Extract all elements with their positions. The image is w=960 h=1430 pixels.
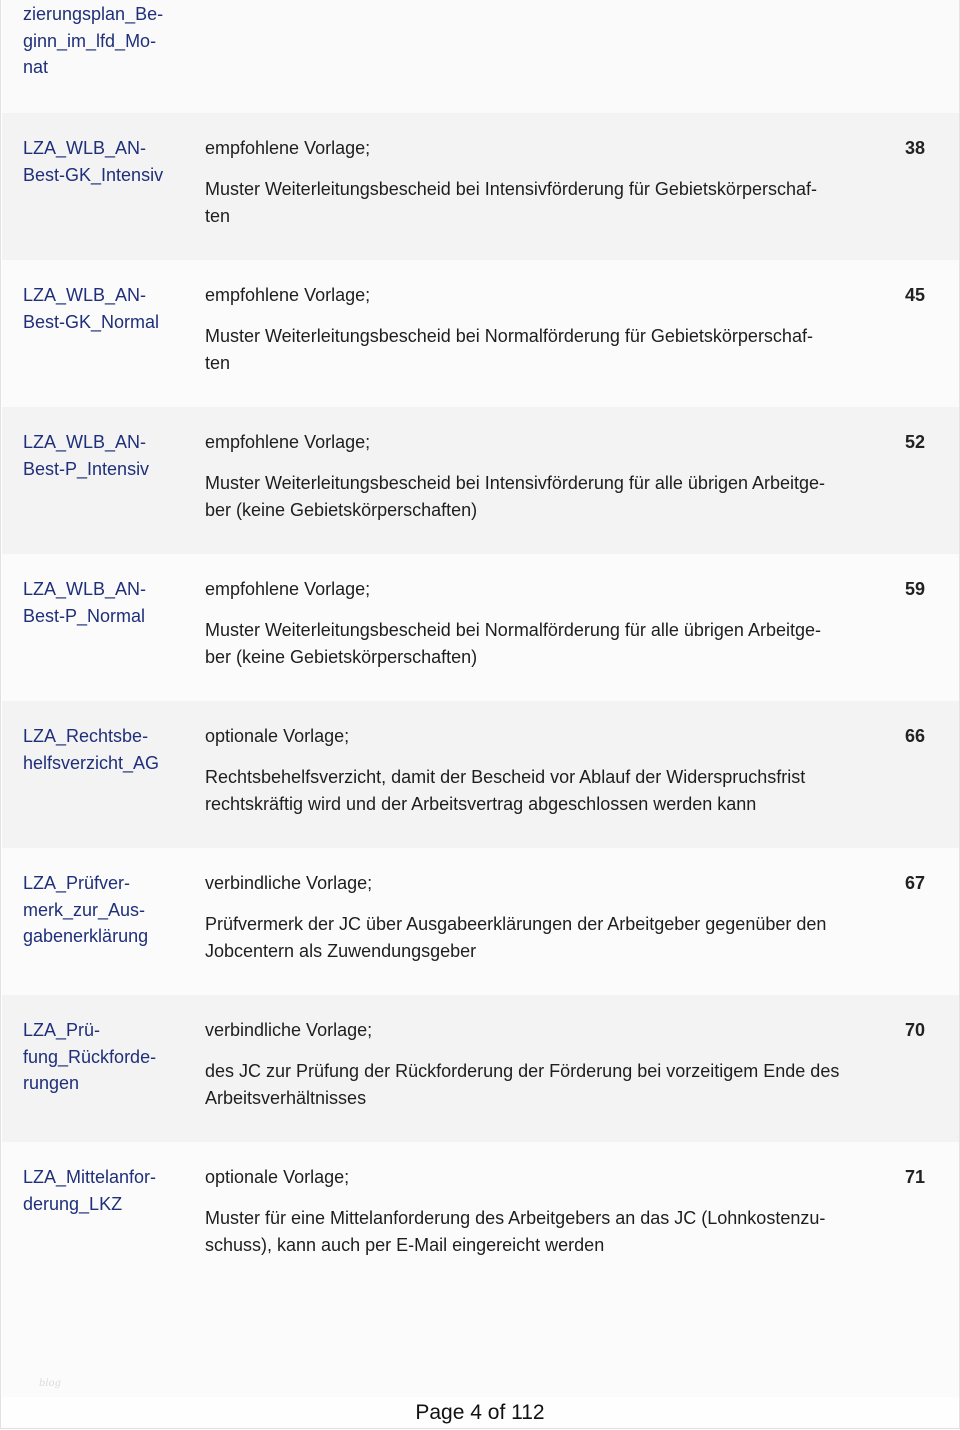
template-type: empfohlene Vorlage; bbox=[205, 432, 371, 452]
template-type: optionale Vorlage; bbox=[205, 726, 350, 746]
page-number: 38 bbox=[904, 138, 925, 158]
template-description bbox=[205, 282, 855, 376]
template-description bbox=[205, 723, 855, 817]
template-text: Muster Weiterleitungsbescheid bei Normalförderung für alle übrigen Arbeitge- ber (keine Gebietskörperschaften) bbox=[205, 620, 821, 667]
table-row bbox=[2, 0, 959, 113]
template-type: empfohlene Vorlage; bbox=[205, 138, 371, 158]
template-type: empfohlene Vorlage; bbox=[205, 285, 371, 305]
template-code[interactable]: LZA_WLB_AN- Best-P_Normal bbox=[23, 579, 147, 626]
template-type: optionale Vorlage; bbox=[205, 1167, 350, 1187]
page-number: 70 bbox=[904, 1020, 925, 1040]
template-code: zierungsplan_Be- ginn_im_lfd_Mo- nat bbox=[23, 4, 164, 77]
template-code[interactable]: LZA_WLB_AN- Best-P_Intensiv bbox=[23, 432, 150, 479]
table-row bbox=[2, 1142, 959, 1397]
template-code[interactable]: LZA_Mittelanfor- derung_LKZ bbox=[23, 1167, 157, 1214]
watermark: blog bbox=[39, 1378, 62, 1389]
page-number: 66 bbox=[904, 726, 925, 746]
template-description bbox=[205, 870, 855, 964]
table-row bbox=[2, 848, 959, 995]
template-type: empfohlene Vorlage; bbox=[205, 579, 371, 599]
template-code[interactable]: LZA_Prüfver- merk_zur_Aus- gabenerklärung bbox=[23, 873, 149, 946]
template-code[interactable]: LZA_Prü- fung_Rückforde- rungen bbox=[23, 1020, 157, 1093]
template-text: Muster Weiterleitungsbescheid bei Intensivförderung für Gebietskörperschaf- ten bbox=[205, 179, 817, 226]
template-text: Muster für eine Mittelanforderung des Arbeitgebers an das JC (Lohnkostenzu- schuss), kann auch per E-Mail eingereicht werden bbox=[205, 1208, 826, 1255]
template-text: des JC zur Prüfung der Rückforderung der Förderung bei vorzeitigem Ende des Arbeitsverhältnisses bbox=[205, 1061, 840, 1108]
template-description bbox=[205, 135, 855, 229]
template-code[interactable]: LZA_Rechtsbe- helfsverzicht_AG bbox=[23, 726, 160, 773]
template-type: verbindliche Vorlage; bbox=[205, 1020, 373, 1040]
template-description bbox=[205, 576, 855, 670]
template-type: verbindliche Vorlage; bbox=[205, 873, 373, 893]
template-description bbox=[205, 1164, 855, 1258]
page-number: 45 bbox=[904, 285, 925, 305]
template-text: Prüfvermerk der JC über Ausgabeerklärungen der Arbeitgeber gegenüber den Jobcentern als Zuwendungsgeber bbox=[205, 914, 827, 961]
table-row bbox=[2, 701, 959, 848]
page-number: 67 bbox=[904, 873, 925, 893]
table-row bbox=[2, 554, 959, 701]
template-code[interactable]: LZA_WLB_AN- Best-GK_Normal bbox=[23, 285, 160, 332]
template-text: Muster Weiterleitungsbescheid bei Intensivförderung für alle übrigen Arbeitge- ber (keine Gebietskörperschaften) bbox=[205, 473, 826, 520]
table-row bbox=[2, 113, 959, 260]
template-code[interactable]: LZA_WLB_AN- Best-GK_Intensiv bbox=[23, 138, 164, 185]
table-row bbox=[2, 407, 959, 554]
page-number: 71 bbox=[904, 1167, 925, 1187]
page-footer bbox=[0, 1401, 960, 1425]
page-number: 52 bbox=[904, 432, 925, 452]
page-number: 59 bbox=[904, 579, 925, 599]
template-text: Rechtsbehelfsverzicht, damit der Bescheid vor Ablauf der Widerspruchsfrist rechtskräftig wird und der Arbeitsvertrag abgeschlossen werden kann bbox=[205, 767, 806, 814]
template-description bbox=[205, 1017, 855, 1111]
table-row bbox=[2, 995, 959, 1142]
table-row bbox=[2, 260, 959, 407]
template-text: Muster Weiterleitungsbescheid bei Normalförderung für Gebietskörperschaf- ten bbox=[205, 326, 813, 373]
template-description bbox=[205, 429, 855, 523]
page-indicator: Page 4 of 112 bbox=[415, 1401, 545, 1424]
